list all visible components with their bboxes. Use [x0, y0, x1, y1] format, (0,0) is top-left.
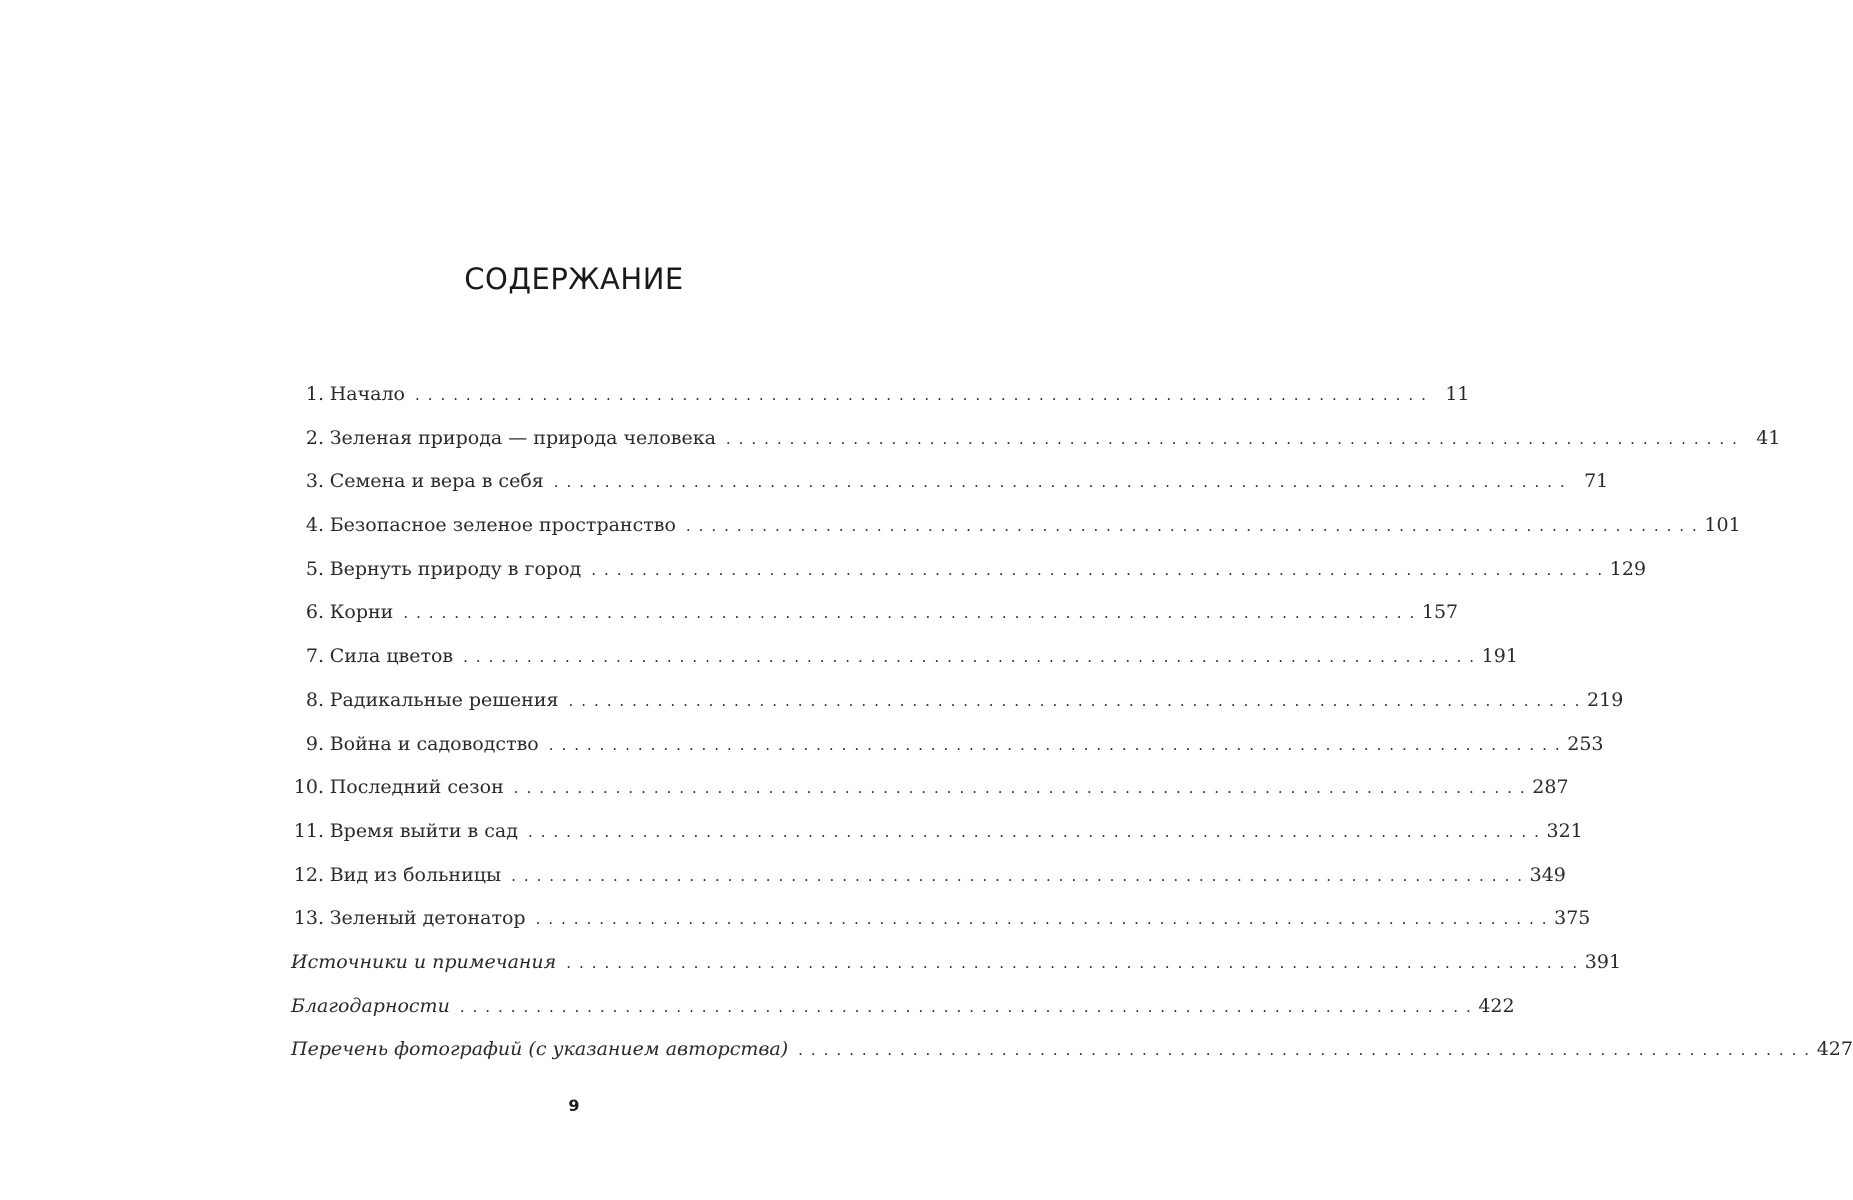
dot-leader: . . . . . . . . . . . . . . . . . . . . . . . . . . . . . . . . . . . . . . . . . . . . . . . . . . . . . . . . . . . . . . . . . . . . . . . . . . . . . . . .	[566, 953, 1579, 972]
dot-leader: . . . . . . . . . . . . . . . . . . . . . . . . . . . . . . . . . . . . . . . . . . . . . . . . . . . . . . . . . . . . . . . . . . . . . . . . . . . . . . . .	[553, 473, 1567, 492]
dot-leader: . . . . . . . . . . . . . . . . . . . . . . . . . . . . . . . . . . . . . . . . . . . . . . . . . . . . . . . . . . . . . . . . . . . . . . . . . . . . . . . .	[798, 1041, 1811, 1060]
page-number: 157	[1421, 601, 1459, 624]
dot-leader: . . . . . . . . . . . . . . . . . . . . . . . . . . . . . . . . . . . . . . . . . . . . . . . . . . . . . . . . . . . . . . . . . . . . . . . . . . . . . . . .	[414, 386, 1428, 404]
chapter-number: 4.	[305, 514, 324, 537]
page-number: 219	[1587, 688, 1624, 711]
page-number: 101	[1704, 514, 1741, 537]
chapter-title: Зеленая природа — природа человека	[329, 426, 716, 449]
toc-entry	[291, 855, 1566, 899]
page-number: 41	[1756, 426, 1781, 449]
chapter-title: Начало	[329, 383, 405, 405]
dot-leader: . . . . . . . . . . . . . . . . . . . . . . . . . . . . . . . . . . . . . . . . . . . . . . . . . . . . . . . . . . . . . . . . . . . . . . . . . . . . . . . .	[459, 997, 1473, 1016]
page-number: 349	[1529, 863, 1566, 886]
chapter-number: 11.	[293, 819, 324, 842]
chapter-title: Радикальные решения	[329, 688, 559, 711]
page-number: 391	[1584, 950, 1622, 973]
page-number: 129	[1609, 557, 1647, 580]
toc-entry-photo-credits	[291, 1029, 1853, 1073]
page-number: 321	[1546, 819, 1583, 842]
toc-entry	[291, 898, 1591, 942]
chapter-number: 6.	[305, 601, 324, 624]
toc-entry-sources	[291, 942, 1622, 986]
dot-leader: . . . . . . . . . . . . . . . . . . . . . . . . . . . . . . . . . . . . . . . . . . . . . . . . . . . . . . . . . . . . . . . . . . . . . . . . . . . . . . . .	[548, 735, 1562, 754]
chapter-number: 1.	[305, 383, 324, 405]
chapter-title: Война и садоводство	[329, 732, 539, 755]
dot-leader: . . . . . . . . . . . . . . . . . . . . . . . . . . . . . . . . . . . . . . . . . . . . . . . . . . . . . . . . . . . . . . . . . . . . . . . . . . . . . . . .	[527, 822, 1541, 841]
page-number: 71	[1584, 470, 1609, 493]
toc-entry	[291, 374, 1470, 418]
page-number: 427	[1816, 1038, 1853, 1061]
dot-leader: . . . . . . . . . . . . . . . . . . . . . . . . . . . . . . . . . . . . . . . . . . . . . . . . . . . . . . . . . . . . . . . . . . . . . . . . . . . . . . . .	[535, 910, 1549, 929]
dot-leader: . . . . . . . . . . . . . . . . . . . . . . . . . . . . . . . . . . . . . . . . . . . . . . . . . . . . . . . . . . . . . . . . . . . . . . . . . . . . . . . .	[725, 429, 1739, 448]
chapter-number: 13.	[293, 907, 324, 930]
dot-leader: . . . . . . . . . . . . . . . . . . . . . . . . . . . . . . . . . . . . . . . . . . . . . . . . . . . . . . . . . . . . . . . . . . . . . . . . . . . . . . . .	[568, 691, 1582, 710]
chapter-number: 5.	[305, 557, 324, 580]
dot-leader: . . . . . . . . . . . . . . . . . . . . . . . . . . . . . . . . . . . . . . . . . . . . . . . . . . . . . . . . . . . . . . . . . . . . . . . . . . . . . . . .	[513, 779, 1527, 798]
chapter-title: Безопасное зеленое пространство	[329, 514, 676, 537]
toc-entry	[291, 680, 1624, 724]
page-number: 191	[1481, 645, 1518, 668]
toc-entry	[291, 549, 1647, 593]
chapter-title: Вернуть природу в город	[329, 557, 582, 580]
toc-entry	[291, 418, 1781, 462]
chapter-title: Последний сезон	[329, 776, 504, 799]
folio-page-number: 9	[568, 1096, 580, 1115]
page-number: 422	[1478, 994, 1515, 1017]
chapter-number: 10.	[293, 776, 324, 799]
page-number: 375	[1554, 907, 1591, 930]
chapter-number: 3.	[305, 470, 324, 493]
dot-leader: . . . . . . . . . . . . . . . . . . . . . . . . . . . . . . . . . . . . . . . . . . . . . . . . . . . . . . . . . . . . . . . . . . . . . . . . . . . . . . . .	[463, 648, 1476, 667]
toc-entry	[291, 592, 1459, 636]
page-number: 287	[1532, 776, 1569, 799]
toc-entry	[291, 767, 1569, 811]
chapter-number: 12.	[293, 863, 324, 886]
toc-entry-acknowledgements	[291, 986, 1515, 1030]
chapter-number: 9.	[305, 732, 324, 755]
table-of-contents	[291, 374, 1853, 1073]
section-title: Перечень фотографий (с указанием авторства)	[291, 1038, 789, 1061]
chapter-number: 8.	[305, 688, 324, 711]
section-title: Благодарности	[291, 994, 450, 1017]
page-title: СОДЕРЖАНИЕ	[464, 262, 684, 296]
chapter-title: Корни	[329, 601, 394, 624]
dot-leader: . . . . . . . . . . . . . . . . . . . . . . . . . . . . . . . . . . . . . . . . . . . . . . . . . . . . . . . . . . . . . . . . . . . . . . . . . . . . . . . .	[403, 604, 1416, 623]
dot-leader: . . . . . . . . . . . . . . . . . . . . . . . . . . . . . . . . . . . . . . . . . . . . . . . . . . . . . . . . . . . . . . . . . . . . . . . . . . . . . . . .	[685, 517, 1699, 536]
page-number: 253	[1567, 732, 1604, 755]
chapter-title: Время выйти в сад	[329, 819, 518, 842]
chapter-number: 2.	[305, 426, 324, 449]
chapter-title: Зеленый детонатор	[329, 907, 526, 930]
toc-entry	[291, 505, 1741, 549]
toc-entry	[291, 461, 1609, 505]
section-title: Источники и примечания	[291, 950, 557, 973]
chapter-title: Вид из больницы	[329, 863, 502, 886]
chapter-title: Семена и вера в себя	[329, 470, 544, 493]
dot-leader: . . . . . . . . . . . . . . . . . . . . . . . . . . . . . . . . . . . . . . . . . . . . . . . . . . . . . . . . . . . . . . . . . . . . . . . . . . . . . . . .	[511, 866, 1524, 885]
chapter-title: Сила цветов	[329, 645, 454, 668]
page-number: 11	[1445, 383, 1470, 405]
dot-leader: . . . . . . . . . . . . . . . . . . . . . . . . . . . . . . . . . . . . . . . . . . . . . . . . . . . . . . . . . . . . . . . . . . . . . . . . . . . . . . . .	[591, 560, 1604, 579]
toc-entry	[291, 724, 1604, 768]
toc-entry	[291, 811, 1583, 855]
chapter-number: 7.	[305, 645, 324, 668]
toc-entry	[291, 636, 1518, 680]
